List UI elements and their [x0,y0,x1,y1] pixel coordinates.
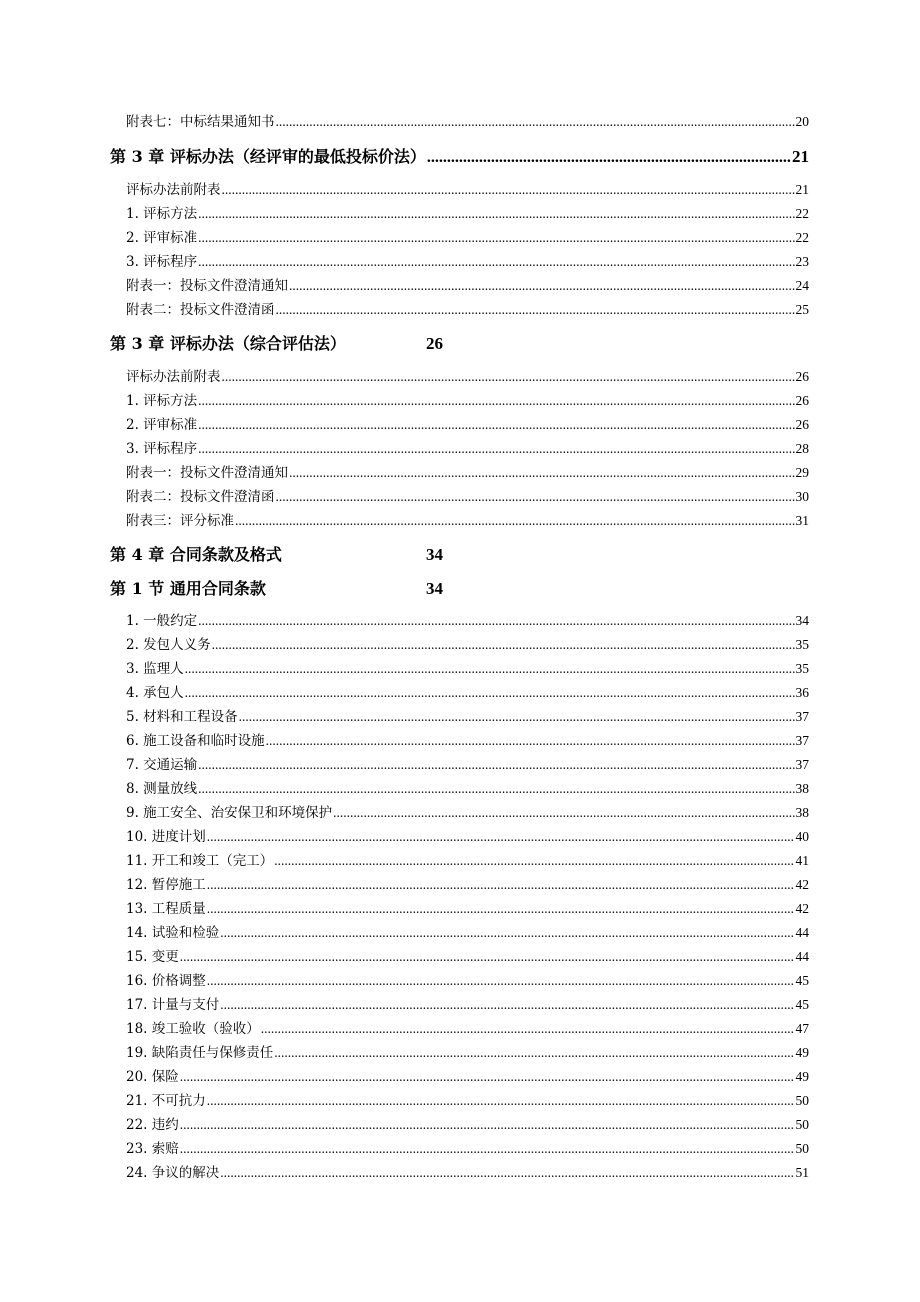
page-number: 37 [795,733,809,748]
page-number: 20 [795,114,809,129]
chapter-title: 第 4 章 合同条款及格式 [110,545,282,564]
entry-title: 9. 施工安全、治安保卫和环境保护 [126,805,333,821]
dot-leader [180,1067,795,1087]
entry-title: 附表二：投标文件澄清函 [126,489,275,505]
entry-title: 3. 评标程序 [126,441,198,457]
page-number: 45 [795,997,809,1012]
page-number: 34 [426,579,443,598]
page-number: 45 [795,973,809,988]
dot-leader [261,1019,795,1039]
entry-title: 8. 测量放线 [126,781,198,797]
entry-title: 4. 承包人 [126,685,184,701]
dot-leader [185,683,795,703]
entry-title: 附表一：投标文件澄清通知 [126,465,288,481]
dot-leader [185,659,795,679]
entry-title: 2. 发包人义务 [126,637,211,653]
page-number: 47 [795,1021,809,1036]
toc-entry[interactable] [126,971,809,991]
entry-title: 6. 施工设备和临时设施 [126,733,265,749]
page-number: 41 [795,853,809,868]
page-number: 26 [795,369,809,384]
dot-leader [276,300,795,320]
dot-leader [198,439,794,459]
page-number: 42 [795,877,809,892]
toc-entry[interactable] [126,204,809,224]
dot-leader [427,147,791,169]
toc-entry[interactable] [126,252,809,272]
toc-entry[interactable] [126,731,809,751]
page-number: 38 [795,805,809,820]
dot-leader [180,947,795,967]
toc-entry[interactable] [126,875,809,895]
chapter-title: 第 1 节 通用合同条款 [110,579,266,598]
dot-leader [207,875,795,895]
entry-title: 24. 争议的解决 [126,1165,220,1181]
entry-title: 1. 评标方法 [126,206,198,222]
dot-leader [212,635,795,655]
toc-entry[interactable] [126,1115,809,1135]
entry-title: 3. 监理人 [126,661,184,677]
toc-entry[interactable] [126,463,809,483]
toc-entry[interactable] [126,180,809,200]
page-number: 24 [795,278,809,293]
entry-title: 附表一：投标文件澄清通知 [126,278,288,294]
page-number: 49 [795,1045,809,1060]
toc-entry[interactable] [126,112,809,132]
page-number: 35 [795,637,809,652]
entry-title: 10. 进度计划 [126,829,206,845]
page-number: 40 [795,829,809,844]
toc-entry[interactable] [126,851,809,871]
dot-leader [289,276,795,296]
entry-title: 1. 一般约定 [126,613,198,629]
entry-title: 附表三：评分标准 [126,513,234,529]
dot-leader [198,415,794,435]
dot-leader [222,180,795,200]
dot-leader [180,1115,795,1135]
dot-leader [207,899,795,919]
dot-leader [239,707,795,727]
toc-entry[interactable] [126,1043,809,1063]
dot-leader [274,1043,794,1063]
dot-leader [198,228,794,248]
page-number: 21 [792,147,809,166]
toc-entry[interactable] [126,1163,809,1183]
dot-leader [207,971,795,991]
entry-title: 12. 暂停施工 [126,877,206,893]
entry-title: 附表七：中标结果通知书 [126,114,275,130]
toc-entry[interactable] [126,683,809,703]
dot-leader [198,391,794,411]
entry-title: 3. 评标程序 [126,254,198,270]
dot-leader [235,511,795,531]
page-number: 23 [795,254,809,269]
page-number: 22 [795,230,809,245]
entry-title: 2. 评审标准 [126,230,198,246]
page-number: 42 [795,901,809,916]
toc-entry[interactable] [126,511,809,531]
page-number: 38 [795,781,809,796]
entry-title: 15. 变更 [126,949,179,965]
entry-title: 2. 评审标准 [126,417,198,433]
page-number: 36 [795,685,809,700]
toc-entry[interactable] [126,439,809,459]
dot-leader [220,923,794,943]
entry-title: 5. 材料和工程设备 [126,709,238,725]
page-number: 44 [795,925,809,940]
chapter-title: 第 3 章 评标办法（综合评估法） [110,334,346,353]
toc-entry[interactable] [126,659,809,679]
toc-entry[interactable] [126,1067,809,1087]
toc-entry[interactable] [126,487,809,507]
entry-title: 11. 开工和竣工（完工） [126,853,274,869]
dot-leader [220,995,794,1015]
page-number: 50 [795,1093,809,1108]
dot-leader [198,252,794,272]
page-number: 26 [426,334,443,353]
page-number: 21 [795,182,809,197]
toc-entry[interactable] [126,803,809,823]
entry-title: 1. 评标方法 [126,393,198,409]
toc-entry[interactable] [126,923,809,943]
page-number: 28 [795,441,809,456]
page-number: 31 [795,513,809,528]
toc-entry[interactable] [126,300,809,320]
dot-leader [198,779,794,799]
entry-title: 22. 违约 [126,1117,179,1133]
entry-title: 13. 工程质量 [126,901,206,917]
dot-leader [220,1163,794,1183]
toc-entry[interactable] [126,276,809,296]
dot-leader [333,803,794,823]
page-number: 49 [795,1069,809,1084]
page-number: 37 [795,757,809,772]
page-number: 34 [426,545,443,564]
page-number: 26 [795,417,809,432]
toc-entry[interactable] [126,707,809,727]
dot-leader [276,112,795,132]
toc-entry[interactable] [126,635,809,655]
toc-chapter-heading[interactable] [110,544,282,566]
toc-entry[interactable] [126,367,809,387]
page-number: 35 [795,661,809,676]
entry-title: 21. 不可抗力 [126,1093,206,1109]
dot-leader [198,204,794,224]
dot-leader [276,487,795,507]
page-number: 37 [795,709,809,724]
page-number: 34 [795,613,809,628]
page-number: 26 [795,393,809,408]
entry-title: 23. 索赔 [126,1141,179,1157]
page-number: 50 [795,1141,809,1156]
dot-leader [274,851,794,871]
toc-entry[interactable] [126,1139,809,1159]
page-number: 30 [795,489,809,504]
entry-title: 18. 竣工验收（验收） [126,1021,260,1037]
dot-leader [266,731,795,751]
toc-entry[interactable] [126,1091,809,1111]
dot-leader [289,463,795,483]
dot-leader [207,1091,795,1111]
toc-entry[interactable] [126,947,809,967]
chapter-title: 第 3 章 评标办法（经评审的最低投标价法） [110,147,426,166]
entry-title: 16. 价格调整 [126,973,206,989]
entry-title: 附表二：投标文件澄清函 [126,302,275,318]
dot-leader [198,755,794,775]
toc-entry[interactable] [126,899,809,919]
dot-leader [180,1139,795,1159]
toc-chapter-heading[interactable] [110,578,266,600]
entry-title: 7. 交通运输 [126,757,198,773]
dot-leader [207,827,795,847]
toc-entry[interactable] [126,779,809,799]
toc-entry[interactable] [126,611,809,631]
toc-entry[interactable] [126,228,809,248]
page-number: 50 [795,1117,809,1132]
page-number: 44 [795,949,809,964]
toc-chapter-heading[interactable] [110,146,809,169]
entry-title: 19. 缺陷责任与保修责任 [126,1045,274,1061]
toc-entry[interactable] [126,995,809,1015]
toc-entry[interactable] [126,1019,809,1039]
entry-title: 评标办法前附表 [126,369,221,385]
toc-entry[interactable] [126,415,809,435]
dot-leader [198,611,794,631]
toc-entry[interactable] [126,391,809,411]
entry-title: 20. 保险 [126,1069,179,1085]
toc-chapter-heading[interactable] [110,333,346,355]
page-number: 22 [795,206,809,221]
dot-leader [222,367,795,387]
page-number: 51 [795,1165,809,1180]
entry-title: 评标办法前附表 [126,182,221,198]
page-number: 25 [795,302,809,317]
toc-entry[interactable] [126,827,809,847]
toc-entry[interactable] [126,755,809,775]
page-number: 29 [795,465,809,480]
entry-title: 17. 计量与支付 [126,997,220,1013]
entry-title: 14. 试验和检验 [126,925,220,941]
